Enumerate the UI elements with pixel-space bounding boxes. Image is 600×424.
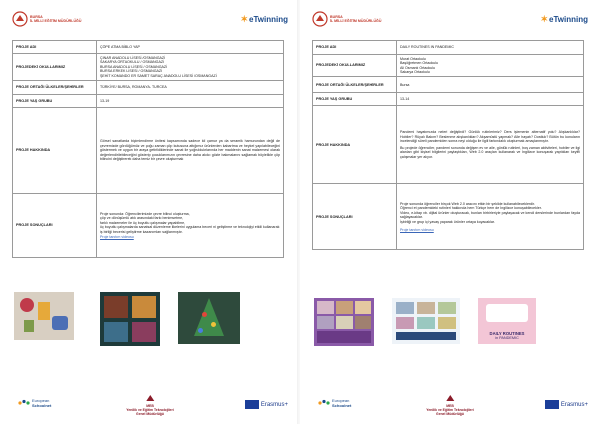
label-project-name: PROJE ADI: [13, 41, 97, 54]
result-line: Öğrenci et pandemideki rutinleri hakkında hem Türkçe hem de İngilizce konuşabilecekler.: [400, 206, 542, 211]
age-group-value: 13-19: [97, 94, 284, 107]
erasmus-text: Erasmus+: [560, 401, 588, 408]
eu-flag-icon: [545, 400, 559, 409]
label-results: PROJE SONUÇLARI: [13, 193, 97, 257]
result-line: çöp ve dönüşümlü atık arasındaki farkı benimsetme,: [100, 216, 184, 221]
european-schoolnet-logo: [318, 398, 351, 408]
schoolnet-dots-icon: [18, 399, 30, 407]
project-photos: [314, 298, 536, 346]
school-item: SAKARYA ORTAOKULU / OSMANGAZİ: [100, 60, 165, 65]
photo-craft-items: [14, 292, 74, 340]
about-text: [397, 106, 584, 184]
photo-online-meeting: [392, 298, 460, 344]
meb-line3: Genel Müdürlüğü: [436, 412, 464, 416]
erasmus-text: Erasmus+: [260, 401, 288, 408]
eu-flag-icon: [245, 400, 259, 409]
partner-countries-value: TÜRKİYE/ BURSA, ROMANYA- TURCEA: [97, 80, 284, 94]
label-about: PROJE HAKKINDA: [313, 106, 397, 184]
meb-line1: MEB: [146, 404, 154, 408]
result-line: Proje sonunda öğrenciler birçok Web 2.0 aracını etkin bir şekilde kullanabileceklerdir.: [400, 201, 535, 206]
school-item: ŞEHİT KOMANDO ER SAMET SARAÇ ANADOLU LİSESİ /OSMANGAZİ: [100, 73, 217, 78]
photo-recycled-tree: [178, 292, 240, 344]
label-partner-countries: PROJE ORTAĞI ÜLKELER/ŞEHİRLER: [313, 77, 397, 93]
partner-countries-value: Bursa: [397, 77, 584, 93]
photo-video-call-grid: [314, 298, 374, 346]
school-item: ÇINAR ANADOLU LİSESİ /OSMANGAZİ: [100, 55, 166, 60]
about-paragraph: Bu projede öğrenciler, pandemi sonunda değişen ev ve aile, günlük rutinleri, boş zaman aktiviteleri, hobiler ve ilgi alanları gibi kişisel bilgilerini paylaştıkları, Web 2.0 araçları kullanarak ve İngilizce konuşarak yaptıkları keyifli çalışmalar yer alıyor.: [400, 145, 580, 160]
page-header: [12, 10, 288, 36]
page-footer: [12, 394, 288, 418]
page-footer: [312, 394, 588, 418]
school-item: Sakarya Ortaokulu: [400, 70, 430, 75]
etwinning-logo: [240, 14, 288, 25]
results-text: [397, 184, 584, 250]
school-item: Murat Ortaokulu: [400, 56, 426, 61]
european-text: European: [332, 398, 350, 403]
schoolnet-text: Schoolnet: [32, 403, 52, 408]
result-line: Proje sonunda: Öğrencilerimizde çevre bilinci oluşturma,: [100, 211, 190, 216]
result-line: farklı malzemeler ile üç boyutlu çalışmalar yapabilme,: [100, 220, 186, 225]
meb-line2: Yenilik ve Eğitim Teknolojileri: [426, 408, 474, 412]
school-item: Başöğretmen Ortaokulu: [400, 61, 438, 66]
bursa-meb-logo: [312, 10, 381, 28]
about-text: Görsel sanatlarda biçimlendirme ünitesi kapsamında sadece kil çamur ya da seramik hamurundan değil de çevremizde gördüğümüz ve çoğu zaman çöp kutusuna attığımız ürünlerden kabartma ve heykel yapılabileceğini göstermek ve uygun bir araya getirildiklerinde sanat ile yoğruldukrlarında her maddenin sanat malzemesi olarak değerlendirilebileceğini gösterip çocuklarımızın çevresine daha akılcı gözle bakmalarını sağlamak böylelikle çöp bilincini değiştirerek daha temiz bir çevre oluşturmak: [97, 107, 284, 193]
bursa-logo-line2: İL MİLLİ EĞİTİM MÜDÜRLÜĞÜ: [30, 19, 82, 23]
bursa-emblem-icon: [312, 10, 328, 28]
school-item: BURSA ANADOLU LİSESİ / OSMANGAZİ: [100, 64, 168, 69]
poster-title: DAILY ROUTINES: [489, 331, 525, 336]
meb-emblem-icon: [145, 394, 155, 402]
video-link[interactable]: Proje tanıtım videosu: [400, 227, 434, 232]
result-line: Video, e-kitap vb. dijital ürünler oluşturacak, bunları birbirleriyle paylaşacak ve kendi derslerinde bunlardan fayda sağlayacaklar.: [400, 210, 580, 220]
bursa-emblem-icon: [12, 10, 28, 28]
result-line: üç boyutlu çalışmalarda sanatsal düzenleme ilkelerini uygulama beceri ni geliştirme ve teknolojiyi etkili kullanarak iş birliği becerisi geliştirme kazanımları sağlanmıştır.: [100, 225, 280, 235]
erasmus-logo: [545, 400, 588, 409]
european-text: European: [32, 398, 50, 403]
label-age-group: PROJE YAŞ GRUBU: [13, 94, 97, 107]
label-results: PROJE SONUÇLARI: [313, 184, 397, 250]
poster-subtitle: in PANDEMIC: [495, 336, 519, 340]
meb-yegitek-logo: [426, 394, 473, 416]
meb-line3: Genel Müdürlüğü: [136, 412, 164, 416]
schoolnet-text: Schoolnet: [332, 403, 352, 408]
result-line: İşbirliği ve grup içi yavaş yaparak ürünler ortaya koyacaklar.: [400, 219, 495, 224]
project-name-value: ÇÖPE ATMA BİBLO YAP: [97, 41, 284, 54]
age-group-value: 13-14: [397, 93, 584, 106]
project-name-value: DAILY ROUTINES IN PANDEMIC: [397, 41, 584, 55]
bursa-logo-line1: BURSA: [30, 14, 43, 19]
label-partner-schools: PROJEDEKİ OKULLARIMIZ: [13, 54, 97, 81]
bursa-meb-logo: [12, 10, 81, 28]
label-partner-countries: PROJE ORTAĞI ÜLKELER/ŞEHİRLER: [13, 80, 97, 94]
schoolnet-dots-icon: [318, 399, 330, 407]
etwinning-star-icon: ✶: [240, 14, 249, 24]
school-item: Ali Osmanlı Ortaokulu: [400, 65, 435, 70]
project-table-1: [12, 40, 284, 258]
video-link[interactable]: Proje tanıtım videosu: [100, 234, 134, 239]
brochure-page-right: [300, 0, 600, 424]
school-item: BURSA ERKEK LİSESİ / OSMANGAZİ: [100, 69, 163, 74]
meb-yegitek-logo: [126, 394, 173, 416]
partner-schools-list: [97, 54, 284, 81]
label-age-group: PROJE YAŞ GRUBU: [313, 93, 397, 106]
meb-emblem-icon: [445, 394, 455, 402]
erasmus-logo: [245, 400, 288, 409]
photo-sculpture-collage: [100, 292, 160, 346]
label-project-name: PROJE ADI: [313, 41, 397, 55]
european-schoolnet-logo: [18, 398, 51, 408]
meb-line1: MEB: [446, 404, 454, 408]
etwinning-logo-text: eTwinning: [249, 15, 288, 24]
etwinning-logo: [540, 14, 588, 25]
project-photos: [14, 292, 240, 346]
bursa-logo-line2: İL MİLLİ EĞİTİM MÜDÜRLÜĞÜ: [330, 19, 382, 23]
etwinning-logo-text: eTwinning: [549, 15, 588, 24]
etwinning-star-icon: ✶: [540, 14, 549, 24]
results-text: [97, 193, 284, 257]
bursa-logo-line1: BURSA: [330, 14, 343, 19]
project-table-2: [312, 40, 584, 250]
partner-schools-list: [397, 55, 584, 77]
meb-line2: Yenilik ve Eğitim Teknolojileri: [126, 408, 174, 412]
label-about: PROJE HAKKINDA: [13, 107, 97, 193]
about-paragraph: Pandemi hayatımızda neleri değiştirdi? Günlük rutinlerimiz? Ders işlemenin alternatif yolu? Alışkanlıklar? Hobiler? Rüyalı Bakım? Beslenme alışkanlıkları? Akşamüstü yapmak? Aile hayatı? Dostluk? Bütün bu konuların incelendiği süreli pandemiden sonra neyi olduğu ile ilgili farkındalık oluşturmak amaçlanmıştır.: [400, 130, 580, 144]
page-header: [312, 10, 588, 36]
label-partner-schools: PROJEDEKİ OKULLARIMIZ: [313, 55, 397, 77]
photo-daily-routines-poster: [478, 298, 536, 344]
